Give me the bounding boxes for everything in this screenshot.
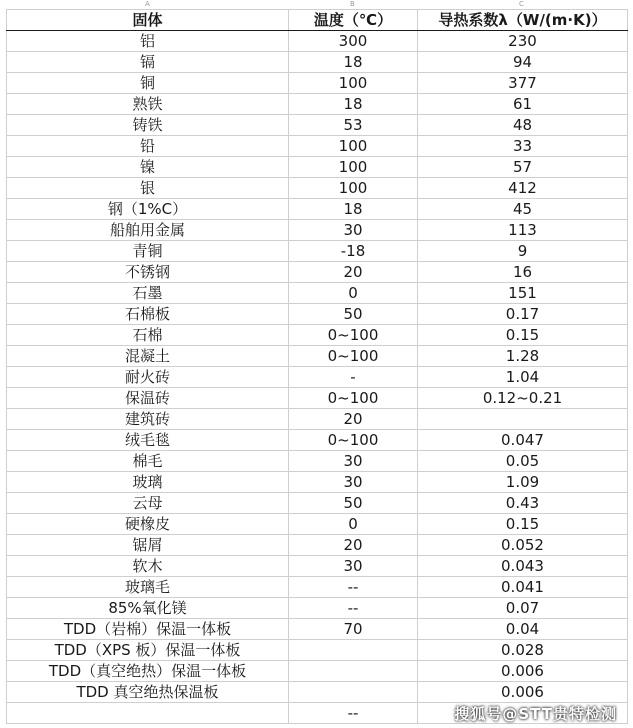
table-cell-conductivity[interactable]: 151 [418,283,628,304]
table-row [7,157,628,178]
table-cell-conductivity[interactable]: 0.43 [418,493,628,514]
table-cell-temperature[interactable]: -- [289,598,418,619]
table-cell-solid[interactable]: 船舶用金属 [7,220,289,241]
table-cell-temperature[interactable]: 50 [289,304,418,325]
table-row [7,52,628,73]
table-cell-temperature[interactable]: 0~100 [289,325,418,346]
table-cell-conductivity[interactable]: 0.15 [418,514,628,535]
table-cell-conductivity[interactable]: 1.09 [418,472,628,493]
table-cell-temperature[interactable]: 300 [289,31,418,52]
table-cell-solid[interactable]: 镍 [7,157,289,178]
table-cell-conductivity[interactable]: 0.17 [418,304,628,325]
table-row [7,178,628,199]
table-row [7,241,628,262]
table-cell-temperature[interactable]: 50 [289,493,418,514]
watermark: 搜狐号@STT贵特检测 [454,705,617,723]
column-letter-bar [0,0,633,9]
table-cell-solid[interactable]: 铜 [7,73,289,94]
table-row [7,262,628,283]
table-cell-solid[interactable]: 保温砖 [7,388,289,409]
table-cell-solid[interactable]: 玻璃毛 [7,577,289,598]
table-row [7,409,628,430]
column-letter-a: A [145,0,150,8]
table-row [7,388,628,409]
table-cell-conductivity[interactable] [418,409,628,430]
table-cell-conductivity[interactable]: 377 [418,73,628,94]
table-cell-temperature[interactable]: 0 [289,283,418,304]
table-cell-solid[interactable]: 软木 [7,556,289,577]
table-cell-solid[interactable]: 铝 [7,31,289,52]
table-cell-conductivity[interactable]: 1.04 [418,367,628,388]
table-row [7,619,628,640]
table-cell-temperature[interactable] [289,682,418,703]
table-cell-solid[interactable]: 熟铁 [7,94,289,115]
table-cell-temperature[interactable]: 30 [289,556,418,577]
table-cell-solid[interactable] [7,703,289,724]
table-cell-solid[interactable]: TDD（真空绝热）保温一体板 [7,661,289,682]
table-row [7,535,628,556]
table-row [7,304,628,325]
table-cell-conductivity[interactable]: 0.047 [418,430,628,451]
table-cell-temperature[interactable]: 70 [289,619,418,640]
table-cell-temperature[interactable]: 0~100 [289,430,418,451]
table-row [7,220,628,241]
table-cell-temperature[interactable]: 0 [289,514,418,535]
table-row [7,493,628,514]
table-cell-temperature[interactable]: 53 [289,115,418,136]
table-row [7,577,628,598]
table-cell-solid[interactable]: 棉毛 [7,451,289,472]
table-cell-solid[interactable]: 云母 [7,493,289,514]
table-cell-solid[interactable]: 建筑砖 [7,409,289,430]
table-cell-temperature[interactable]: 100 [289,136,418,157]
table-cell-temperature[interactable]: 18 [289,199,418,220]
table-cell-temperature[interactable]: 100 [289,157,418,178]
table-row [7,367,628,388]
table-row [7,325,628,346]
table-row [7,136,628,157]
table-cell-solid[interactable]: 玻璃 [7,472,289,493]
table-cell-conductivity[interactable]: 412 [418,178,628,199]
table-cell-solid[interactable]: TDD（岩棉）保温一体板 [7,619,289,640]
table-cell-conductivity[interactable]: 45 [418,199,628,220]
table-cell-conductivity[interactable]: 0.052 [418,535,628,556]
table-cell-temperature[interactable]: 20 [289,409,418,430]
table-cell-solid[interactable]: 银 [7,178,289,199]
table-cell-solid[interactable]: 铸铁 [7,115,289,136]
table-cell-solid[interactable]: 石棉板 [7,304,289,325]
table-cell-temperature[interactable]: - [289,367,418,388]
table-row [7,31,628,52]
table-row [7,199,628,220]
table-cell-solid[interactable]: TDD（XPS 板）保温一体板 [7,640,289,661]
table-cell-conductivity[interactable]: 0.07 [418,598,628,619]
table-cell-solid[interactable]: 绒毛毯 [7,430,289,451]
table-row [7,283,628,304]
table-cell-conductivity[interactable]: 0.006 [418,661,628,682]
header-cell-solid[interactable]: 固体 [7,10,289,31]
table-row [7,94,628,115]
table-cell-solid[interactable]: 青铜 [7,241,289,262]
table-cell-conductivity[interactable]: 57 [418,157,628,178]
table-cell-temperature[interactable]: 30 [289,472,418,493]
table-cell-temperature[interactable]: 20 [289,535,418,556]
table-row [7,115,628,136]
table-cell-temperature[interactable]: -18 [289,241,418,262]
table-cell-solid[interactable]: 耐火砖 [7,367,289,388]
table-cell-temperature[interactable]: 0~100 [289,388,418,409]
table-cell-conductivity[interactable]: 230 [418,31,628,52]
table-row [7,73,628,94]
table-cell-temperature[interactable]: 30 [289,451,418,472]
table-row [7,472,628,493]
table-row [7,682,628,703]
table-cell-solid[interactable]: TDD 真空绝热保温板 [7,682,289,703]
table-row [7,430,628,451]
table-row [7,556,628,577]
table-cell-temperature[interactable]: 20 [289,262,418,283]
table-row [7,514,628,535]
table-cell-temperature[interactable]: 0~100 [289,346,418,367]
table-cell-solid[interactable]: 不锈钢 [7,262,289,283]
table-cell-temperature[interactable]: -- [289,703,418,724]
table-cell-conductivity[interactable]: 0.028 [418,640,628,661]
table-cell-temperature[interactable]: 18 [289,52,418,73]
table-cell-conductivity[interactable]: 0.15 [418,325,628,346]
header-row [7,10,628,31]
table-row [7,640,628,661]
table-cell-solid[interactable]: 85%氧化镁 [7,598,289,619]
table-cell-temperature[interactable] [289,640,418,661]
table-row [7,598,628,619]
table-cell-temperature[interactable]: 100 [289,178,418,199]
thermal-conductivity-table [6,9,628,724]
table-cell-solid[interactable]: 硬橡皮 [7,514,289,535]
table-row [7,661,628,682]
table-cell-temperature[interactable]: -- [289,577,418,598]
table-row [7,451,628,472]
table-cell-conductivity[interactable]: 94 [418,52,628,73]
table-cell-conductivity[interactable]: 61 [418,94,628,115]
table-cell-temperature[interactable]: 18 [289,94,418,115]
table-cell-conductivity[interactable]: 9 [418,241,628,262]
table-cell-conductivity[interactable]: 0.04 [418,619,628,640]
table-cell-temperature[interactable]: 30 [289,220,418,241]
table-cell-conductivity[interactable]: 0.05 [418,451,628,472]
table-cell-solid[interactable]: 铅 [7,136,289,157]
table-cell-conductivity[interactable]: 0.006 [418,682,628,703]
table-cell-solid[interactable]: 钢（1%C） [7,199,289,220]
table-cell-conductivity[interactable]: 113 [418,220,628,241]
table-cell-solid[interactable]: 石棉 [7,325,289,346]
table-cell-solid[interactable]: 混凝土 [7,346,289,367]
table-cell-conductivity[interactable]: 1.28 [418,346,628,367]
header-cell-conductivity[interactable]: 导热系数λ（W/(m·K)） [418,10,628,31]
table-cell-temperature[interactable]: 100 [289,73,418,94]
table-cell-solid[interactable]: 锯屑 [7,535,289,556]
table-cell-temperature[interactable] [289,661,418,682]
table-cell-conductivity[interactable]: 0.12~0.21 [418,388,628,409]
table-cell-conductivity[interactable]: 0.043 [418,556,628,577]
table-cell-solid[interactable]: 镉 [7,52,289,73]
column-letter-b: B [350,0,355,8]
table-row [7,346,628,367]
header-cell-temperature[interactable]: 温度（℃） [289,10,418,31]
table-cell-conductivity[interactable]: 16 [418,262,628,283]
table-cell-conductivity[interactable]: 48 [418,115,628,136]
table-cell-solid[interactable]: 石墨 [7,283,289,304]
table-cell-conductivity[interactable]: 0.041 [418,577,628,598]
column-letter-c: C [519,0,524,8]
table-cell-conductivity[interactable]: 33 [418,136,628,157]
